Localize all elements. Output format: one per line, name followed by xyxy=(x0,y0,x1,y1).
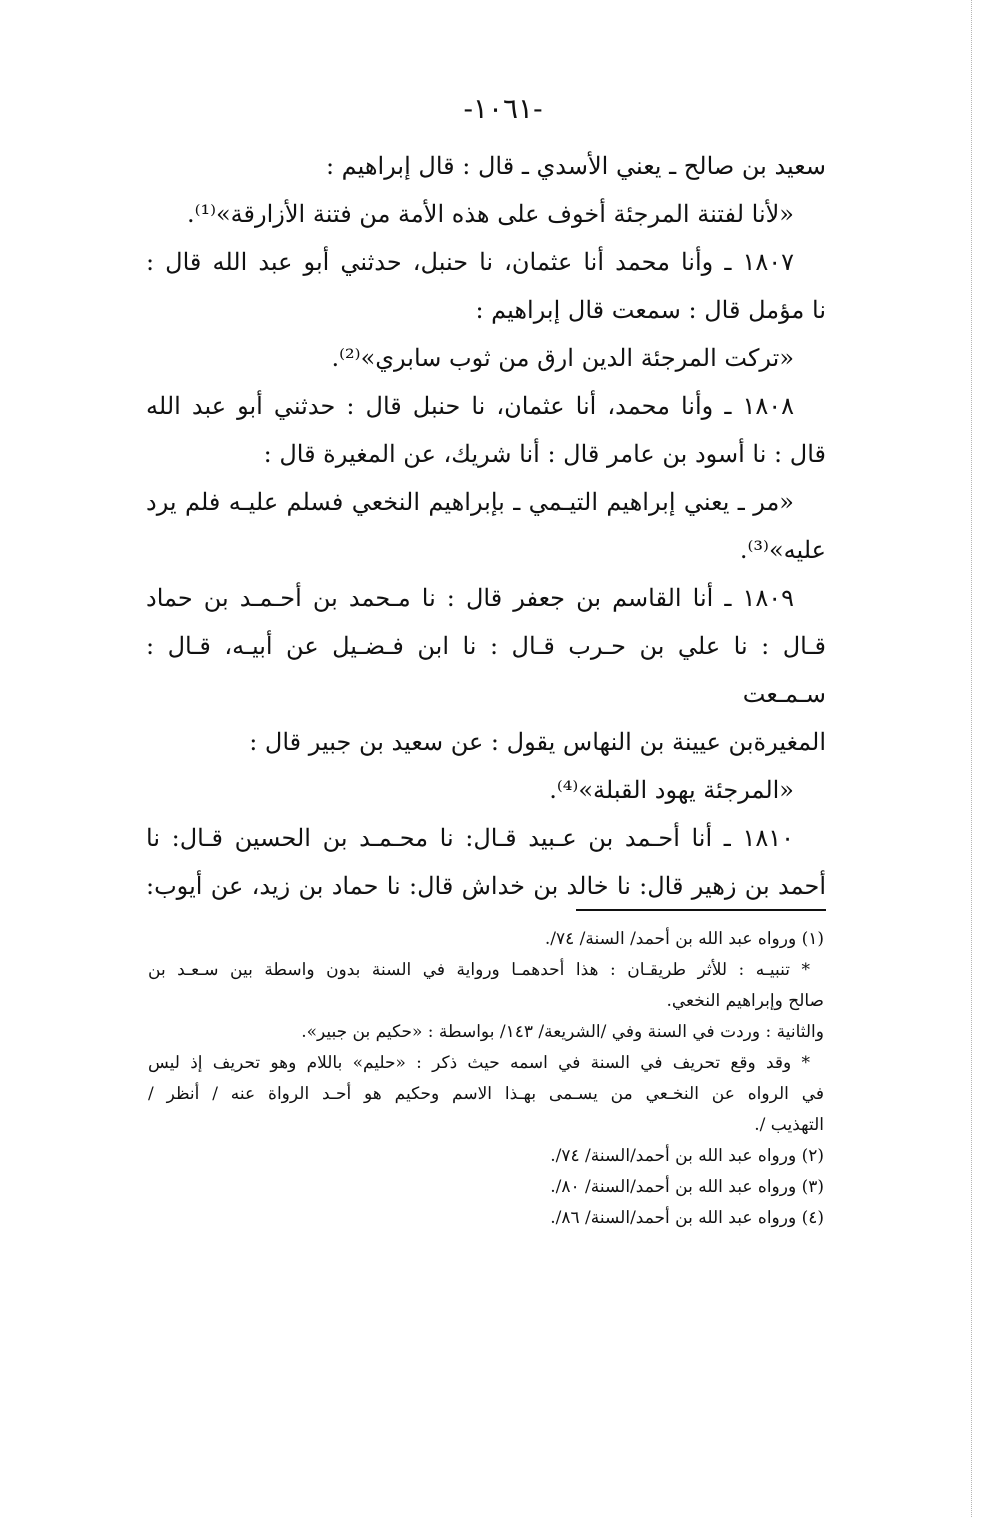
quote-line: «مر ـ يعني إبراهيم التيـمي ـ بإبراهيم النخعي فسلم عليـه فلم يرد xyxy=(146,488,794,516)
narration-line: ١٨٠٨ ـ وأنا محمد، أنا عثمان، نا حنبل قال : حدثني أبو عبد الله xyxy=(146,392,794,420)
narration-line: نا مؤمل قال : سمعت قال إبراهيم : xyxy=(475,296,826,324)
main-text-block xyxy=(146,142,826,910)
narration-line: قال : نا أسود بن عامر قال : أنا شريك، عن المغيرة قال : xyxy=(263,440,826,468)
quote-line: «تركت المرجئة الدين ارق من ثوب سابري»⁽²⁾. xyxy=(331,344,794,372)
footnote-4: (٤) ورواه عبد الله بن أحمد/السنة/ ٨٦/. xyxy=(550,1208,824,1228)
footnote-3: (٣) ورواه عبد الله بن أحمد/السنة/ ٨٠/. xyxy=(550,1177,824,1197)
footnote-1: (١) ورواه عبد الله بن أحمد/ السنة/ ٧٤/. xyxy=(544,929,824,949)
narration-line: ١٨٠٩ ـ أنا القاسم بن جعفر قال : نا مـحمد بن أحـمـد بن حماد xyxy=(146,584,794,612)
footnote-note-line: * وقد وقع تحريف في السنة في اسمه حيث ذكر : «حليم» باللام وهو تحريف إذ ليس xyxy=(148,1053,810,1073)
narration-line: ١٨٠٧ ـ وأنا محمد أنا عثمان، نا حنبل، حدثني أبو عبد الله قال : xyxy=(146,248,794,276)
footnote-note-line: في الرواه عن النخـعي من يسـمى بهـذا الاسم وحكيم هو أحـد الرواة عنه / أنظر / xyxy=(148,1084,824,1104)
footnote-note-line: التهذيب /. xyxy=(754,1115,824,1135)
narration-line: قـال : نا علي بن حـرب قـال : نا ابن فـضـيل عن أبيـه، قـال : سـمـعت xyxy=(146,632,826,708)
quote-line: «لأنا لفتنة المرجئة أخوف على هذه الأمة من فتنة الأزارقة»⁽¹⁾. xyxy=(186,200,794,228)
page-number: -١٠٦١- xyxy=(463,92,543,125)
margin-dotted-rule xyxy=(971,0,972,1517)
footnote-note-line: والثانية : وردت في السنة وفي /الشريعة/ ١٤٣/ بواسطة : «حكيم بن جبير». xyxy=(301,1022,824,1042)
narration-line: أحمد بن زهير قال: نا خالد بن خداش قال: نا حماد بن زيد، عن أيوب: xyxy=(146,872,826,900)
narration-line: المغيرةبن عيينة بن النهاس يقول : عن سعيد بن جبير قال : xyxy=(249,728,826,756)
footnote-note-line: * تنبيـه : للأثر طريقـان : هذا أحدهمـا ورواية في السنة بدون واسطة بين سـعـد بن xyxy=(148,960,810,980)
footnote-note-line: صالح وإبراهيم النخعي. xyxy=(666,991,824,1011)
footnote-2: (٢) ورواه عبد الله بن أحمد/السنة/ ٧٤/. xyxy=(550,1146,824,1166)
text-line: سعيد بن صالح ـ يعني الأسدي ـ قال : قال إبراهيم : xyxy=(325,152,826,180)
footnotes-block xyxy=(148,924,824,1234)
narration-line: ١٨١٠ ـ أنا أحـمد بن عـبيد قـال: نا محـمـد بن الحسين قـال: نا xyxy=(146,824,794,852)
quote-line: «المرجئة يهود القبلة»⁽⁴⁾. xyxy=(549,776,794,804)
quote-line: عليه»⁽³⁾. xyxy=(739,536,826,564)
footnote-separator xyxy=(576,909,826,911)
